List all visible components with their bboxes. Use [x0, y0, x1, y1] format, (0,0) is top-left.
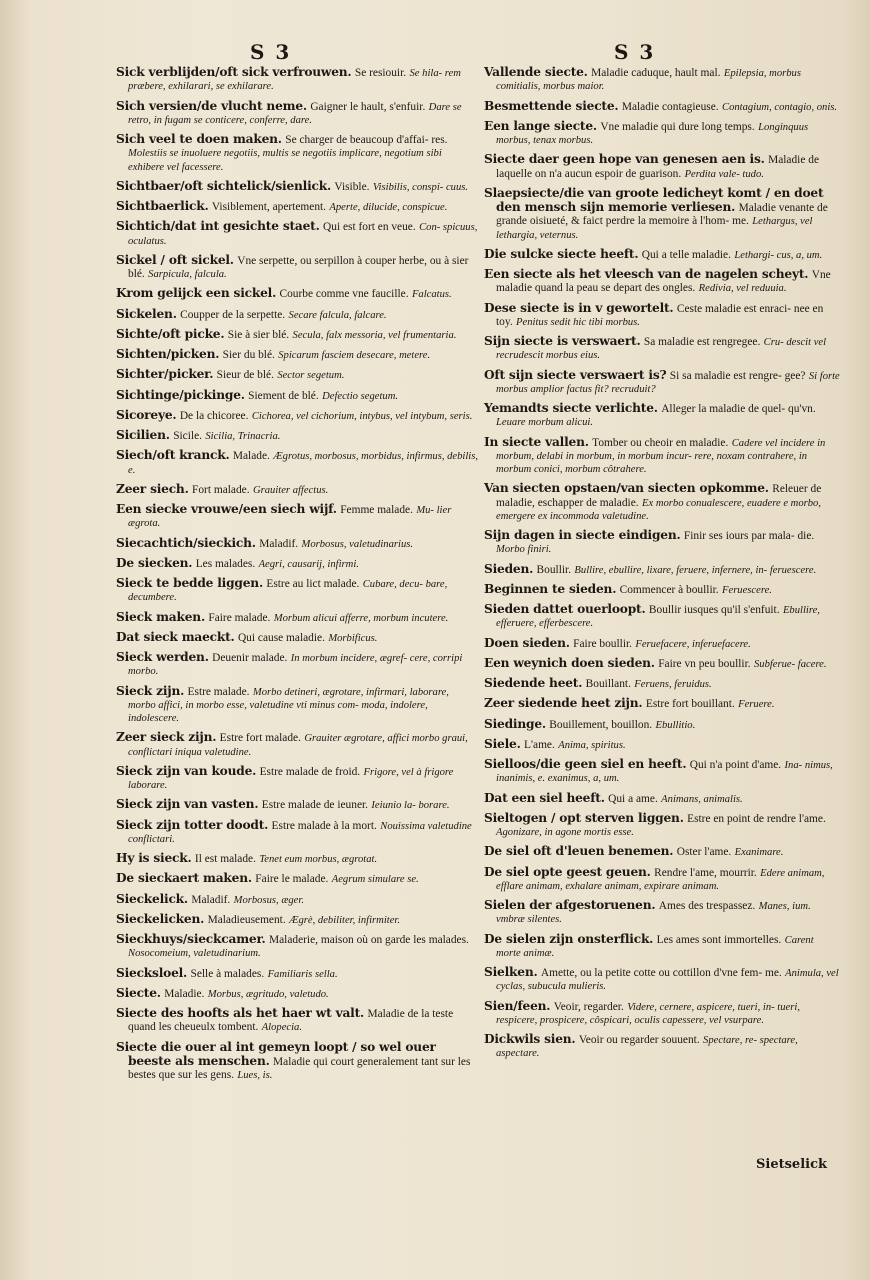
headword: Sichte/oft picke.: [116, 326, 225, 341]
headword: Sichtbaerlick.: [116, 199, 209, 213]
headword: Besmettende siecte.: [484, 98, 619, 113]
headword: De siecken.: [116, 555, 193, 570]
dictionary-entry: [484, 866, 840, 894]
french-gloss: Bouillant.: [585, 678, 631, 690]
french-gloss: Veoir ou regarder souuent.: [578, 1034, 700, 1046]
latin-gloss: Familiaris sella.: [267, 968, 338, 980]
headword: Siedende heet.: [484, 676, 583, 690]
left-column: [116, 66, 478, 1088]
headword: Sieckelick.: [116, 891, 188, 906]
dictionary-entry: [116, 611, 478, 625]
latin-gloss: Dare se retro, in fugam se conticere, conferre, dare.: [128, 101, 462, 126]
dictionary-entry: [484, 718, 840, 732]
headword: Yemandts siecte verlichte.: [484, 401, 658, 415]
latin-gloss: Morbum alicui afferre, morbum incutere.: [273, 612, 449, 624]
headword: Slaepsiecte/die van groote ledicheyt komt / en doet den mensch sijn memorie verliesen.: [484, 185, 824, 214]
french-gloss: Siement de blé.: [248, 389, 319, 402]
latin-gloss: Morbus, ægritudo, valetudo.: [207, 988, 329, 1000]
latin-gloss: Morbo finiri.: [496, 544, 552, 556]
headword: Sieck zijn.: [116, 683, 185, 698]
french-gloss: Tomber ou cheoir en maladie.: [592, 436, 729, 449]
latin-gloss: Aegri, causarij, infirmi.: [258, 558, 359, 570]
latin-gloss: Secare falcula, falcare.: [288, 309, 387, 321]
dictionary-entry: [116, 200, 478, 214]
signature-mark-left: S 3: [250, 40, 292, 64]
latin-gloss: Aegrum simulare se.: [331, 874, 419, 886]
latin-gloss: Nosocomeium, valetudinarium.: [128, 948, 261, 960]
headword: Dat sieck maeckt.: [116, 629, 235, 644]
dictionary-entry: [484, 1033, 840, 1061]
french-gloss: Veoir, regarder.: [553, 1000, 624, 1013]
headword: Sijn dagen in siecte eindigen.: [484, 528, 681, 542]
dictionary-entry: [484, 369, 840, 397]
latin-gloss: Spectare, re- spectare, aspectare.: [496, 1035, 798, 1060]
headword: De sielen zijn onsterflick.: [484, 931, 654, 946]
dictionary-entry: [116, 66, 478, 94]
dictionary-entry: [484, 1000, 840, 1028]
french-gloss: Oster l'ame.: [676, 846, 732, 859]
french-gloss: Qui est fort en veue.: [323, 221, 416, 234]
dictionary-entry: [116, 254, 478, 282]
latin-gloss: Contagium, contagio, onis.: [722, 101, 838, 113]
french-gloss: Sie à sier blé.: [227, 328, 290, 341]
dictionary-entry: [484, 603, 840, 631]
french-gloss: Faire malade.: [208, 611, 271, 624]
headword: Sieltogen / opt sterven liggen.: [484, 810, 684, 825]
latin-gloss: In morbum incidere, ægref- cere, corripi morbo.: [128, 653, 463, 678]
french-gloss: Faire boullir.: [573, 637, 632, 650]
headword: Zeer sieck zijn.: [116, 730, 217, 745]
signature-mark-right: S 3: [614, 40, 656, 64]
latin-gloss: Lues, is.: [237, 1070, 273, 1081]
latin-gloss: Lethargus, vel lethargia, veternus.: [496, 216, 813, 241]
french-gloss: Boullir.: [536, 563, 572, 576]
french-gloss: Commencer à boullir.: [619, 583, 719, 596]
latin-gloss: Redivia, vel reduuia.: [698, 283, 787, 295]
french-gloss: Maladie contagieuse.: [621, 100, 719, 113]
dictionary-entry: [116, 180, 478, 194]
headword: Hy is sieck.: [116, 851, 192, 865]
dictionary-entry: [116, 651, 478, 679]
dictionary-entry: [116, 731, 478, 759]
french-gloss: L'ame.: [524, 738, 555, 751]
french-gloss: Maladie de la teste quand les cheueulx tombent.: [128, 1008, 454, 1034]
dictionary-entry: [484, 845, 840, 859]
latin-gloss: Agonizare, in agone mortis esse.: [496, 827, 634, 838]
french-gloss: Deuenir malade.: [212, 652, 288, 664]
headword: Sieck zijn totter doodt.: [116, 817, 269, 832]
headword: Zeer siech.: [116, 481, 189, 496]
french-gloss: Maladerie, maison où on garde les malades.: [268, 934, 469, 946]
dictionary-entry: [484, 529, 840, 557]
dictionary-entry: [116, 429, 478, 443]
french-gloss: Qui a ame.: [608, 792, 658, 805]
latin-gloss: Subferue- facere.: [753, 658, 827, 670]
latin-gloss: Ina- nimus, inanimis, e. exanimus, a, um.: [496, 760, 833, 785]
latin-gloss: Cadere vel incidere in morbum, delabi in morbum, in morbum incur- rere, noxam contrahere, in morbum conici, morbum côtrahere.: [496, 437, 826, 475]
headword: Siecte des hoofts als het haer wt valt.: [116, 1006, 365, 1020]
french-gloss: Estre malade de ieuner.: [261, 799, 369, 812]
latin-gloss: Feruescere.: [722, 584, 772, 596]
latin-gloss: Videre, cernere, aspicere, tueri, in- tueri, respicere, prospicere, côspicari, oculis capessere, vel vsurpare.: [496, 1001, 800, 1026]
latin-gloss: Animula, vel cyclas, subucula mulieris.: [496, 968, 839, 993]
dictionary-entry: [484, 637, 840, 651]
dictionary-entry: [116, 893, 478, 907]
french-gloss: Vne serpette, ou serpillon à couper herbe, ou à sier blé.: [128, 254, 469, 280]
headword: Sieck maken.: [116, 609, 205, 624]
headword: Die sulcke siecte heeft.: [484, 246, 639, 261]
dictionary-entry: [484, 738, 840, 752]
french-gloss: Les malades.: [195, 557, 256, 570]
french-gloss: Ames des trespassez.: [658, 900, 756, 912]
latin-gloss: Perdita vale- tudo.: [684, 168, 764, 180]
headword: Siecte.: [116, 985, 161, 1000]
headword: Oft sijn siecte verswaert is?: [484, 367, 667, 382]
french-gloss: Estre malade de froid.: [259, 765, 361, 778]
french-gloss: Finir ses iours par mala- die.: [683, 530, 815, 542]
dictionary-entry: [484, 792, 840, 806]
dictionary-entry: [484, 436, 840, 477]
headword: Sickelen.: [116, 306, 177, 321]
headword: Dickwils sien.: [484, 1032, 576, 1046]
headword: Sichtinge/pickinge.: [116, 387, 245, 402]
latin-gloss: Ieiunio la- borare.: [371, 800, 450, 812]
french-gloss: Vne maladie qui dure long temps.: [600, 120, 755, 133]
latin-gloss: Lethargi- cus, a, um.: [734, 249, 823, 261]
dictionary-entry: [484, 899, 840, 927]
latin-gloss: Sicilia, Trinacria.: [205, 431, 281, 442]
french-gloss: Se charger de beaucoup d'affai- res.: [285, 134, 448, 146]
french-gloss: Estre fort malade.: [219, 732, 301, 745]
headword: Sieck zijn van vasten.: [116, 797, 259, 812]
french-gloss: Selle à malades.: [190, 967, 265, 980]
headword: Siech/oft kranck.: [116, 448, 230, 463]
latin-gloss: Ægrotus, morbosus, morbidus, infirmus, debilis, e.: [128, 451, 479, 476]
latin-gloss: Morbo detineri, ægrotare, infirmari, laborare, morbo affici, in morbo esse, valetudine vti minus com- moda, indolere, indolescere.: [128, 686, 449, 724]
headword: Siecte die ouer al int gemeyn loopt / so wel ouer beeste als menschen.: [116, 1039, 436, 1068]
latin-gloss: Grauiter ægrotare, affici morbo graui, conflictari iniqua valetudine.: [128, 733, 468, 758]
headword: Sien/feen.: [484, 998, 551, 1013]
latin-gloss: Leuare morbum alicui.: [496, 417, 594, 429]
latin-gloss: Epilepsia, morbus comitialis, morbus maior.: [496, 68, 801, 93]
latin-gloss: Secula, falx messoria, vel frumentaria.: [292, 329, 457, 341]
french-gloss: Gaigner le hault, s'enfuir.: [310, 100, 426, 113]
headword: Sielen der afgestoruenen.: [484, 898, 656, 912]
latin-gloss: Aperte, dilucide, conspicue.: [329, 202, 448, 213]
headword: Van siecten opstaen/van siecten opkomme.: [484, 481, 769, 496]
dictionary-entry: [116, 819, 478, 847]
french-gloss: Sicile.: [173, 430, 202, 442]
french-gloss: Qui cause maladie.: [237, 631, 325, 644]
headword: Sickel / oft sickel.: [116, 252, 234, 267]
french-gloss: Courbe comme vne faucille.: [279, 288, 409, 301]
french-gloss: Qui n'a point d'ame.: [689, 759, 782, 771]
headword: Sielken.: [484, 965, 538, 979]
latin-gloss: Molestiis se inuoluere negotiis, multis se negotiis implicare, negotium sibi exhibere vel facessere.: [128, 148, 442, 173]
headword: Een siecke vrouwe/een siech wijf.: [116, 502, 337, 516]
dictionary-entry: [116, 348, 478, 362]
french-gloss: Maladie venante de grande oisiueté, & faict perdre la memoire à l'hom- me.: [496, 202, 828, 228]
french-gloss: Maladie qui court generalement tant sur les bestes que sur les gens.: [128, 1055, 471, 1081]
dictionary-entry: [116, 913, 478, 927]
latin-gloss: Manes, ium. vmbræ silentes.: [496, 901, 811, 926]
french-gloss: Si sa maladie est rengre- gee?: [669, 369, 806, 382]
french-gloss: Releuer de maladie, eschapper de maladie.: [496, 483, 822, 509]
headword: Siele.: [484, 736, 521, 751]
latin-gloss: Morbosus, valetudinarius.: [301, 538, 414, 550]
headword: Krom gelijck een sickel.: [116, 286, 277, 301]
headword: Doen sieden.: [484, 635, 570, 650]
french-gloss: Fort malade.: [192, 483, 250, 496]
latin-gloss: Feruens, feruidus.: [634, 679, 712, 690]
latin-gloss: Sarpicula, falcula.: [148, 269, 227, 280]
dictionary-entry: [116, 287, 478, 301]
french-gloss: Estre malade à la mort.: [271, 819, 377, 832]
latin-gloss: Ebullitio.: [655, 719, 696, 731]
dictionary-entry: [116, 483, 478, 497]
french-gloss: Vne maladie quand la peau se depart des ongles.: [496, 269, 831, 295]
latin-gloss: Bullire, ebullire, lixare, feruere, infernere, in- feruescere.: [574, 564, 817, 576]
latin-gloss: Morbificus.: [328, 632, 378, 644]
dictionary-entry: [116, 1041, 478, 1083]
latin-gloss: Sector segetum.: [277, 370, 345, 382]
headword: Sieckelicken.: [116, 911, 205, 926]
dictionary-entry: [484, 482, 840, 523]
french-gloss: Malade.: [232, 450, 270, 463]
latin-gloss: Anima, spiritus.: [558, 739, 626, 751]
french-gloss: Estre malade.: [187, 685, 250, 698]
headword: De siel opte geest geuen.: [484, 864, 651, 879]
dictionary-entry: [484, 697, 840, 711]
french-gloss: Il est malade.: [194, 853, 256, 865]
dictionary-entry: [116, 557, 478, 571]
french-gloss: Maladie caduque, hault mal.: [591, 67, 721, 79]
latin-gloss: Se hila- rem præbere, exhilarari, se exhilarare.: [128, 68, 461, 93]
headword: Sich veel te doen maken.: [116, 132, 282, 146]
dictionary-entry: [484, 268, 840, 296]
dictionary-entry: [116, 368, 478, 382]
headword: Sicilien.: [116, 428, 170, 442]
headword: Sieden.: [484, 561, 534, 576]
dictionary-entry: [116, 308, 478, 322]
latin-gloss: Exanimare.: [734, 847, 784, 859]
french-gloss: Estre fort bouillant.: [645, 698, 735, 711]
dictionary-entry: [484, 66, 840, 94]
french-gloss: Boullir iusques qu'il s'enfuit.: [648, 604, 780, 616]
dictionary-entry: [484, 402, 840, 430]
dictionary-entry: [484, 187, 840, 242]
headword: De siel oft d'leuen benemen.: [484, 844, 674, 859]
dictionary-entry: [484, 563, 840, 577]
latin-gloss: Defectio segetum.: [322, 390, 398, 402]
dictionary-entry: [116, 798, 478, 812]
dictionary-entry: [116, 987, 478, 1001]
headword: Sick verblijden/oft sick verfrouwen.: [116, 65, 352, 79]
french-gloss: Femme malade.: [340, 504, 413, 516]
french-gloss: Rendre l'ame, mourrir.: [654, 866, 757, 879]
french-gloss: De la chicoree.: [179, 409, 249, 422]
french-gloss: Maladie.: [164, 987, 205, 1000]
french-gloss: Qui a telle maladie.: [641, 248, 731, 261]
latin-gloss: Tenet eum morbus, ægrotat.: [259, 854, 378, 865]
french-gloss: Visiblement, apertement.: [211, 201, 327, 213]
dictionary-entry: [116, 933, 478, 961]
french-gloss: Visible.: [334, 180, 370, 193]
headword: In siecte vallen.: [484, 434, 589, 449]
french-gloss: Alleger la maladie de quel- qu'vn.: [661, 403, 816, 415]
latin-gloss: Falcatus.: [411, 289, 452, 301]
headword: Een lange siecte.: [484, 118, 597, 133]
latin-gloss: Con- spicuus, oculatus.: [128, 222, 478, 247]
french-gloss: Faire vn peu boullir.: [658, 657, 751, 670]
dictionary-entry: [116, 100, 478, 128]
headword: Dat een siel heeft.: [484, 790, 605, 805]
latin-gloss: Animans, animalis.: [661, 793, 743, 805]
headword: Sich versien/de vlucht neme.: [116, 98, 307, 113]
dictionary-entry: [484, 812, 840, 840]
dictionary-entry: [116, 577, 478, 605]
french-gloss: Maladie de laquelle on n'a aucun espoir de guarison.: [496, 154, 819, 180]
french-gloss: Coupper de la serpette.: [180, 308, 286, 321]
headword: Sieck zijn van koude.: [116, 763, 257, 778]
dictionary-entry: [116, 631, 478, 645]
latin-gloss: Visibilis, conspi- cuus.: [372, 181, 469, 193]
french-gloss: Ceste maladie est enraci- nee en toy.: [496, 302, 824, 328]
french-gloss: Sier du blé.: [222, 349, 275, 361]
headword: Sijn siecte is verswaert.: [484, 334, 641, 348]
french-gloss: Se resiouir.: [354, 67, 407, 79]
headword: Siecksloel.: [116, 965, 188, 980]
french-gloss: Faire le malade.: [255, 873, 329, 886]
dictionary-entry: [116, 852, 478, 866]
latin-gloss: Cichorea, vel cichorium, intybus, vel intybum, seris.: [251, 410, 473, 422]
french-gloss: Maladif.: [191, 893, 231, 906]
latin-gloss: Edere animam, efflare animam, exhalare animam, expirare animam.: [496, 867, 825, 892]
headword: Siecte daer geen hope van genesen aen is.: [484, 152, 765, 167]
dictionary-entry: [116, 967, 478, 981]
latin-gloss: Ægrè, debiliter, infirmiter.: [289, 914, 401, 926]
headword: Sichter/picker.: [116, 367, 214, 382]
dictionary-entry: [116, 220, 478, 248]
latin-gloss: Mu- lier ægrota.: [128, 505, 452, 530]
headword: Siedinge.: [484, 716, 546, 731]
headword: Sieck te bedde liggen.: [116, 576, 263, 590]
dictionary-entry: [484, 248, 840, 262]
headword: Sielloos/die geen siel en heeft.: [484, 757, 687, 771]
latin-gloss: Si forte morbus amplior factus fit? recruduit?: [496, 370, 840, 395]
french-gloss: Amette, ou la petite cotte ou cottillon d'vne fem- me.: [540, 967, 782, 979]
latin-gloss: Frigore, vel à frigore laborare.: [128, 766, 454, 791]
dictionary-entry: [484, 933, 840, 961]
headword: Dese siecte is in v gewortelt.: [484, 300, 674, 315]
dictionary-entry: [116, 537, 478, 551]
latin-gloss: Cru- descit vel recrudescit morbus eius.: [496, 337, 827, 362]
headword: Sichtich/dat int gesichte staet.: [116, 219, 320, 234]
latin-gloss: Grauiter affectus.: [252, 484, 329, 496]
headword: Een siecte als het vleesch van de nagelen scheyt.: [484, 267, 809, 281]
latin-gloss: Feruefacere, inferuefacere.: [635, 638, 751, 650]
headword: Beginnen te sieden.: [484, 581, 617, 596]
latin-gloss: Penitus sedit hic tibi morbus.: [516, 316, 640, 328]
latin-gloss: Nouissima valetudine conflictari.: [128, 820, 472, 845]
headword: Sieckhuys/sieckcamer.: [116, 932, 266, 946]
dictionary-entry: [116, 328, 478, 342]
dictionary-entry: [484, 657, 840, 671]
headword: Een weynich doen sieden.: [484, 655, 655, 670]
dictionary-entry: [484, 583, 840, 597]
dictionary-entry: [116, 1007, 478, 1035]
french-gloss: Estre en point de rendre l'ame.: [687, 812, 826, 825]
headword: Sicoreye.: [116, 407, 177, 422]
headword: Sichtbaer/oft sichtelick/sienlick.: [116, 178, 332, 193]
french-gloss: Les ames sont immortelles.: [656, 933, 782, 946]
latin-gloss: Longinquus morbus, tenax morbus.: [496, 121, 809, 146]
french-gloss: Bouillement, bouillon.: [549, 718, 653, 731]
dictionary-entry: [116, 133, 478, 174]
dictionary-entry: [116, 389, 478, 403]
dictionary-entry: [116, 765, 478, 793]
latin-gloss: Cubare, decu- bare, decumbere.: [128, 579, 448, 604]
french-gloss: Estre au lict malade.: [266, 578, 360, 590]
latin-gloss: Alopecia.: [261, 1022, 303, 1034]
dictionary-entry: [484, 335, 840, 363]
headword: Sieck werden.: [116, 650, 209, 664]
latin-gloss: Carent morte animæ.: [496, 934, 814, 959]
dictionary-entry: [116, 685, 478, 726]
dictionary-entry: [484, 758, 840, 786]
latin-gloss: Ebullire, efferuere, efferbescere.: [496, 605, 820, 630]
headword: Sichten/picken.: [116, 347, 220, 361]
latin-gloss: Spicarum fasciem desecare, metere.: [278, 350, 431, 361]
catchword: Sietselick: [756, 1157, 827, 1172]
dictionary-entry: [116, 409, 478, 423]
dictionary-entry: [484, 120, 840, 148]
french-gloss: Maladif.: [259, 537, 299, 550]
dictionary-entry: [484, 966, 840, 994]
headword: Sieden dattet ouerloopt.: [484, 602, 646, 616]
headword: Zeer siedende heet zijn.: [484, 696, 643, 711]
dictionary-entry: [116, 449, 478, 477]
latin-gloss: Ex morbo conualescere, euadere e morbo, emergere ex incommoda valetudine.: [496, 497, 821, 522]
dictionary-entry: [484, 100, 840, 114]
dictionary-entry: [116, 503, 478, 531]
dictionary-entry: [116, 872, 478, 886]
headword: Siecachtich/sieckich.: [116, 535, 256, 550]
latin-gloss: Feruere.: [738, 699, 775, 711]
right-column: [484, 66, 840, 1067]
french-gloss: Sa maladie est rengregee.: [643, 336, 761, 348]
headword: De sieckaert maken.: [116, 871, 252, 886]
dictionary-entry: [484, 153, 840, 181]
headword: Vallende siecte.: [484, 65, 588, 79]
dictionary-entry: [484, 677, 840, 691]
french-gloss: Sieur de blé.: [216, 369, 274, 382]
french-gloss: Maladieusement.: [207, 913, 286, 926]
dictionary-entry: [484, 302, 840, 330]
latin-gloss: Morbosus, æger.: [233, 894, 304, 906]
